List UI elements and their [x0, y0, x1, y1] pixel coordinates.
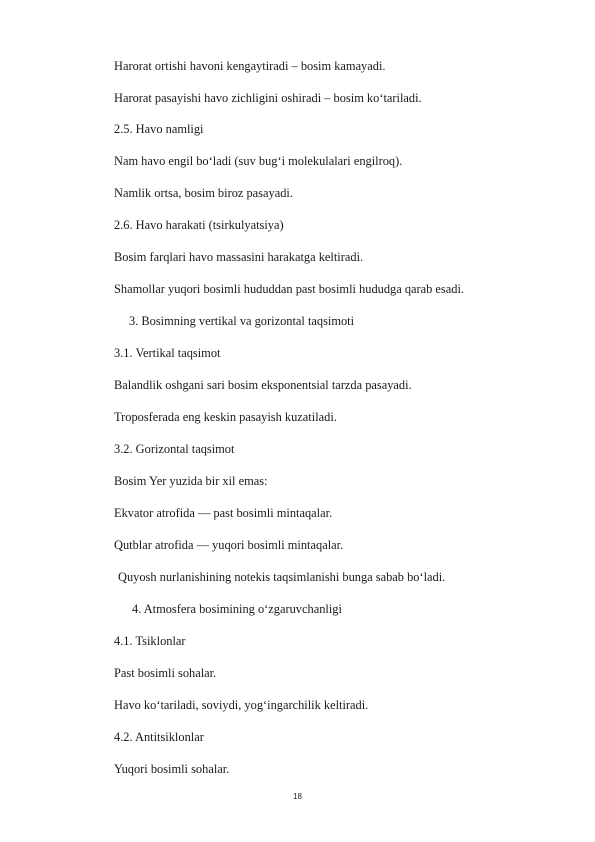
text-line: Qutblar atrofida — yuqori bosimli mintaqalar.	[114, 538, 344, 552]
text-line: Yuqori bosimli sohalar.	[114, 762, 230, 776]
text-line: Harorat ortishi havoni kengaytiradi – bosim kamayadi.	[114, 59, 386, 73]
text-line: Bosim Yer yuzida bir xil emas:	[114, 474, 268, 488]
chapter-heading: 3. Bosimning vertikal va gorizontal taqsimoti	[129, 314, 355, 328]
chapter-heading: 4. Atmosfera bosimining o‘zgaruvchanligi	[132, 602, 342, 616]
text-line: Havo ko‘tariladi, soviydi, yog‘ingarchilik keltiradi.	[114, 698, 369, 712]
text-line: Balandlik oshgani sari bosim eksponentsial tarzda pasayadi.	[114, 378, 412, 392]
text-line: Troposferada eng keskin pasayish kuzatiladi.	[114, 410, 337, 424]
section-heading: 4.1. Tsiklonlar	[114, 634, 186, 648]
page-number: 18	[293, 792, 302, 801]
text-line: Bosim farqlari havo massasini harakatga keltiradi.	[114, 250, 364, 264]
section-heading: 2.5. Havo namligi	[114, 122, 204, 136]
text-line: Ekvator atrofida — past bosimli mintaqalar.	[114, 506, 333, 520]
text-line: Nam havo engil bo‘ladi (suv bug‘i molekulalari engilroq).	[114, 154, 403, 168]
text-line: Shamollar yuqori bosimli hududdan past bosimli hududga qarab esadi.	[114, 282, 464, 296]
text-line: Namlik ortsa, bosim biroz pasayadi.	[114, 186, 293, 200]
text-line: Past bosimli sohalar.	[114, 666, 217, 680]
section-heading: 3.1. Vertikal taqsimot	[114, 346, 221, 360]
section-heading: 4.2. Antitsiklonlar	[114, 730, 204, 744]
section-heading: 3.2. Gorizontal taqsimot	[114, 442, 235, 456]
text-line: Harorat pasayishi havo zichligini oshiradi – bosim ko‘tariladi.	[114, 91, 422, 105]
text-line: Quyosh nurlanishining notekis taqsimlanishi bunga sabab bo‘ladi.	[118, 570, 446, 584]
section-heading: 2.6. Havo harakati (tsirkulyatsiya)	[114, 218, 284, 232]
